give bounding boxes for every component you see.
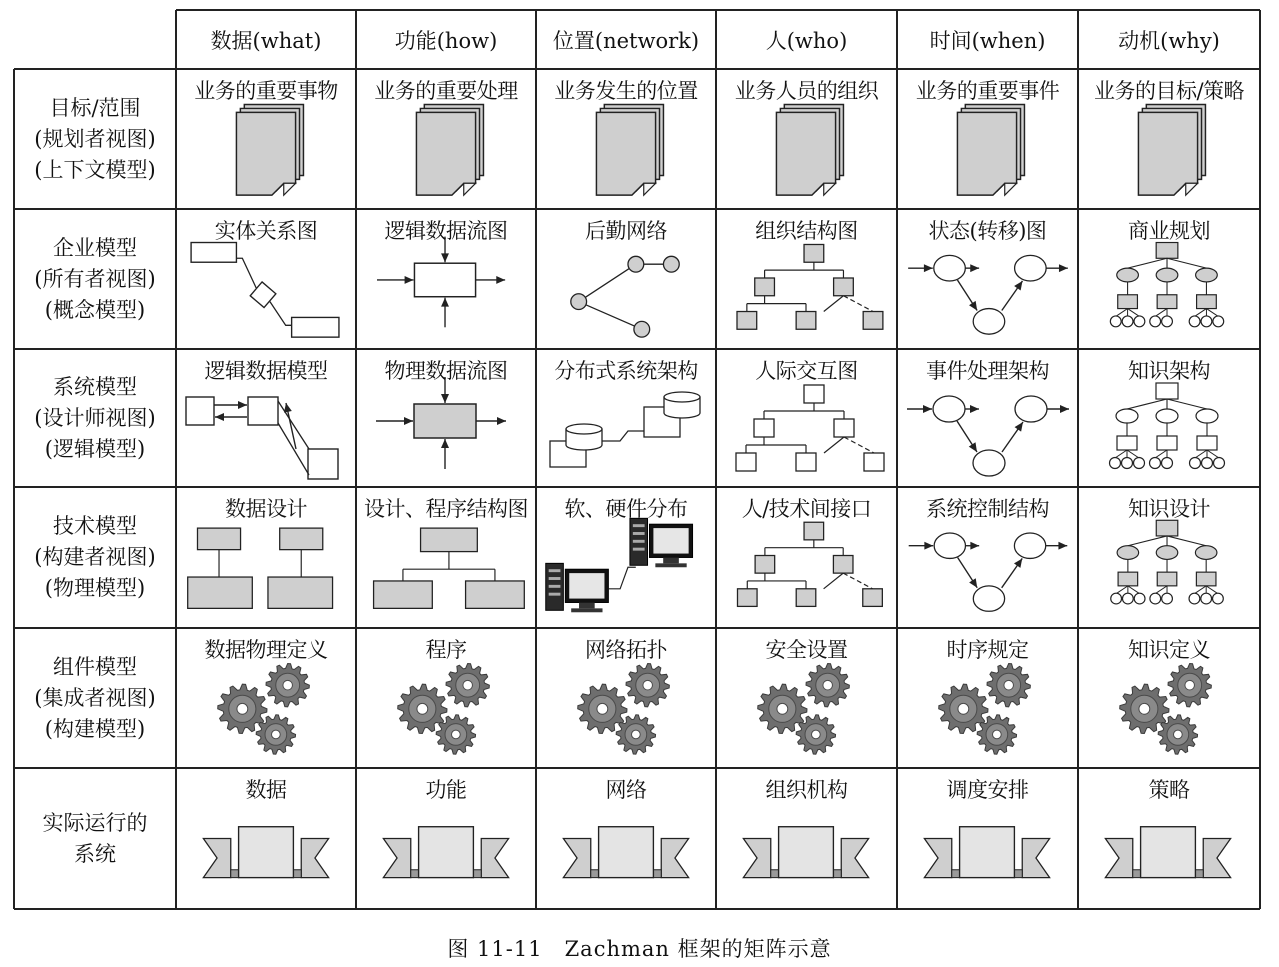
row-label-line: (物理模型) — [44, 576, 146, 600]
cell-title: 业务的重要事物 — [194, 79, 338, 103]
cell-title: 后勤网络 — [585, 219, 667, 243]
matrix-cell — [1078, 768, 1260, 909]
matrix-cell — [1078, 209, 1260, 349]
cell-title: 功能 — [425, 778, 467, 802]
row-label-line: (上下文模型) — [34, 157, 156, 182]
cell-title: 人/技术间接口 — [741, 497, 872, 521]
matrix-cell — [716, 69, 897, 209]
matrix-cell — [176, 209, 356, 349]
matrix-cell — [716, 209, 897, 349]
cell-title: 状态(转移)图 — [928, 219, 1047, 243]
row-label — [14, 487, 176, 628]
cell-title: 设计、程序结构图 — [364, 497, 528, 521]
cell-title: 实体关系图 — [214, 219, 318, 243]
row-label-line: (设计师视图) — [34, 405, 156, 430]
matrix-cell — [897, 209, 1078, 349]
matrix-cell — [176, 628, 356, 768]
cell-title: 软、硬件分布 — [564, 497, 688, 521]
cell-title: 程序 — [425, 638, 467, 662]
matrix-cell — [897, 349, 1078, 487]
cell-title: 网络 — [605, 778, 647, 802]
row-label-line: (构建模型) — [44, 716, 146, 741]
matrix-cell — [1078, 69, 1260, 209]
row-label-line: (规划者视图) — [34, 126, 156, 151]
column-header: 功能(how) — [394, 28, 498, 53]
row-label-line: (逻辑模型) — [44, 436, 146, 461]
matrix-cell — [716, 349, 897, 487]
cell-title: 事件处理架构 — [926, 359, 1049, 383]
cell-title: 业务的重要事件 — [915, 79, 1060, 103]
matrix-cell — [176, 487, 356, 628]
cell-title: 人际交互图 — [755, 359, 858, 383]
row-label-line: (集成者视图) — [34, 685, 156, 710]
matrix-cell — [1078, 487, 1260, 628]
row-label-line: 组件模型 — [53, 654, 137, 679]
matrix-cell — [536, 487, 716, 628]
cell-title: 知识架构 — [1128, 359, 1210, 383]
matrix-cell — [176, 69, 356, 209]
matrix-cell — [897, 487, 1078, 628]
cell-title: 知识定义 — [1128, 638, 1210, 662]
cell-title: 数据设计 — [225, 497, 307, 521]
matrix-cell — [1078, 349, 1260, 487]
matrix-cell — [536, 768, 716, 909]
cell-title: 业务发生的位置 — [554, 79, 698, 103]
row-label-line: 企业模型 — [53, 235, 137, 260]
matrix-cell — [356, 768, 536, 909]
row-label-line: 实际运行的 — [42, 810, 148, 835]
cell-title: 知识设计 — [1128, 497, 1210, 521]
row-label — [14, 349, 176, 487]
cell-title: 组织机构 — [765, 778, 848, 802]
matrix-cell — [536, 209, 716, 349]
column-header: 时间(when) — [929, 28, 1046, 53]
row-label — [14, 768, 176, 909]
row-label-line: 系统模型 — [53, 374, 137, 399]
row-label-line: (所有者视图) — [34, 266, 156, 291]
matrix-cell — [716, 768, 897, 909]
matrix-cell — [716, 487, 897, 628]
matrix-cell — [356, 487, 536, 628]
row-label — [14, 69, 176, 209]
row-label-line: (构建者视图) — [34, 545, 156, 569]
matrix-cell — [716, 628, 897, 768]
cell-title: 数据 — [245, 778, 287, 802]
row-label — [14, 209, 176, 349]
matrix-cell — [897, 69, 1078, 209]
cell-title: 物理数据流图 — [384, 359, 508, 383]
cell-title: 时序规定 — [946, 638, 1029, 662]
matrix-cell — [536, 628, 716, 768]
column-header: 位置(network) — [552, 28, 700, 53]
matrix-cell — [356, 349, 536, 487]
cell-title: 商业规划 — [1128, 219, 1210, 243]
cell-title: 逻辑数据模型 — [204, 359, 328, 383]
cell-title: 策略 — [1148, 778, 1190, 802]
matrix-cell — [356, 69, 536, 209]
cell-title: 业务的目标/策略 — [1093, 79, 1245, 103]
matrix-cell — [356, 209, 536, 349]
cell-title: 逻辑数据流图 — [384, 219, 508, 243]
row-label-line: 技术模型 — [53, 514, 137, 538]
row-label-line: 目标/范围 — [49, 95, 141, 120]
cell-title: 数据物理定义 — [204, 638, 328, 662]
matrix-cell — [176, 768, 356, 909]
matrix-cell — [897, 768, 1078, 909]
cell-title: 网络拓扑 — [585, 638, 667, 662]
cell-title: 业务人员的组织 — [734, 79, 879, 103]
row-label-line: (概念模型) — [44, 297, 146, 322]
cell-title: 调度安排 — [946, 778, 1029, 802]
matrix-cell — [176, 349, 356, 487]
column-header: 数据(what) — [210, 28, 322, 53]
matrix-cell — [536, 69, 716, 209]
matrix-cell — [536, 349, 716, 487]
cell-title: 系统控制结构 — [926, 497, 1049, 521]
cell-title: 组织结构图 — [755, 219, 858, 243]
row-label — [14, 628, 176, 768]
cell-title: 分布式系统架构 — [554, 359, 698, 383]
matrix-cell — [356, 628, 536, 768]
cell-title: 业务的重要处理 — [374, 79, 518, 103]
row-label-line: 系统 — [74, 841, 116, 866]
figure-caption: 图 11-11 Zachman 框架的矩阵示意 — [447, 937, 832, 961]
column-header: 动机(why) — [1118, 28, 1220, 53]
matrix-cell — [1078, 628, 1260, 768]
column-header: 人(who) — [765, 28, 848, 53]
matrix-cell — [897, 628, 1078, 768]
cell-title: 安全设置 — [765, 638, 848, 662]
